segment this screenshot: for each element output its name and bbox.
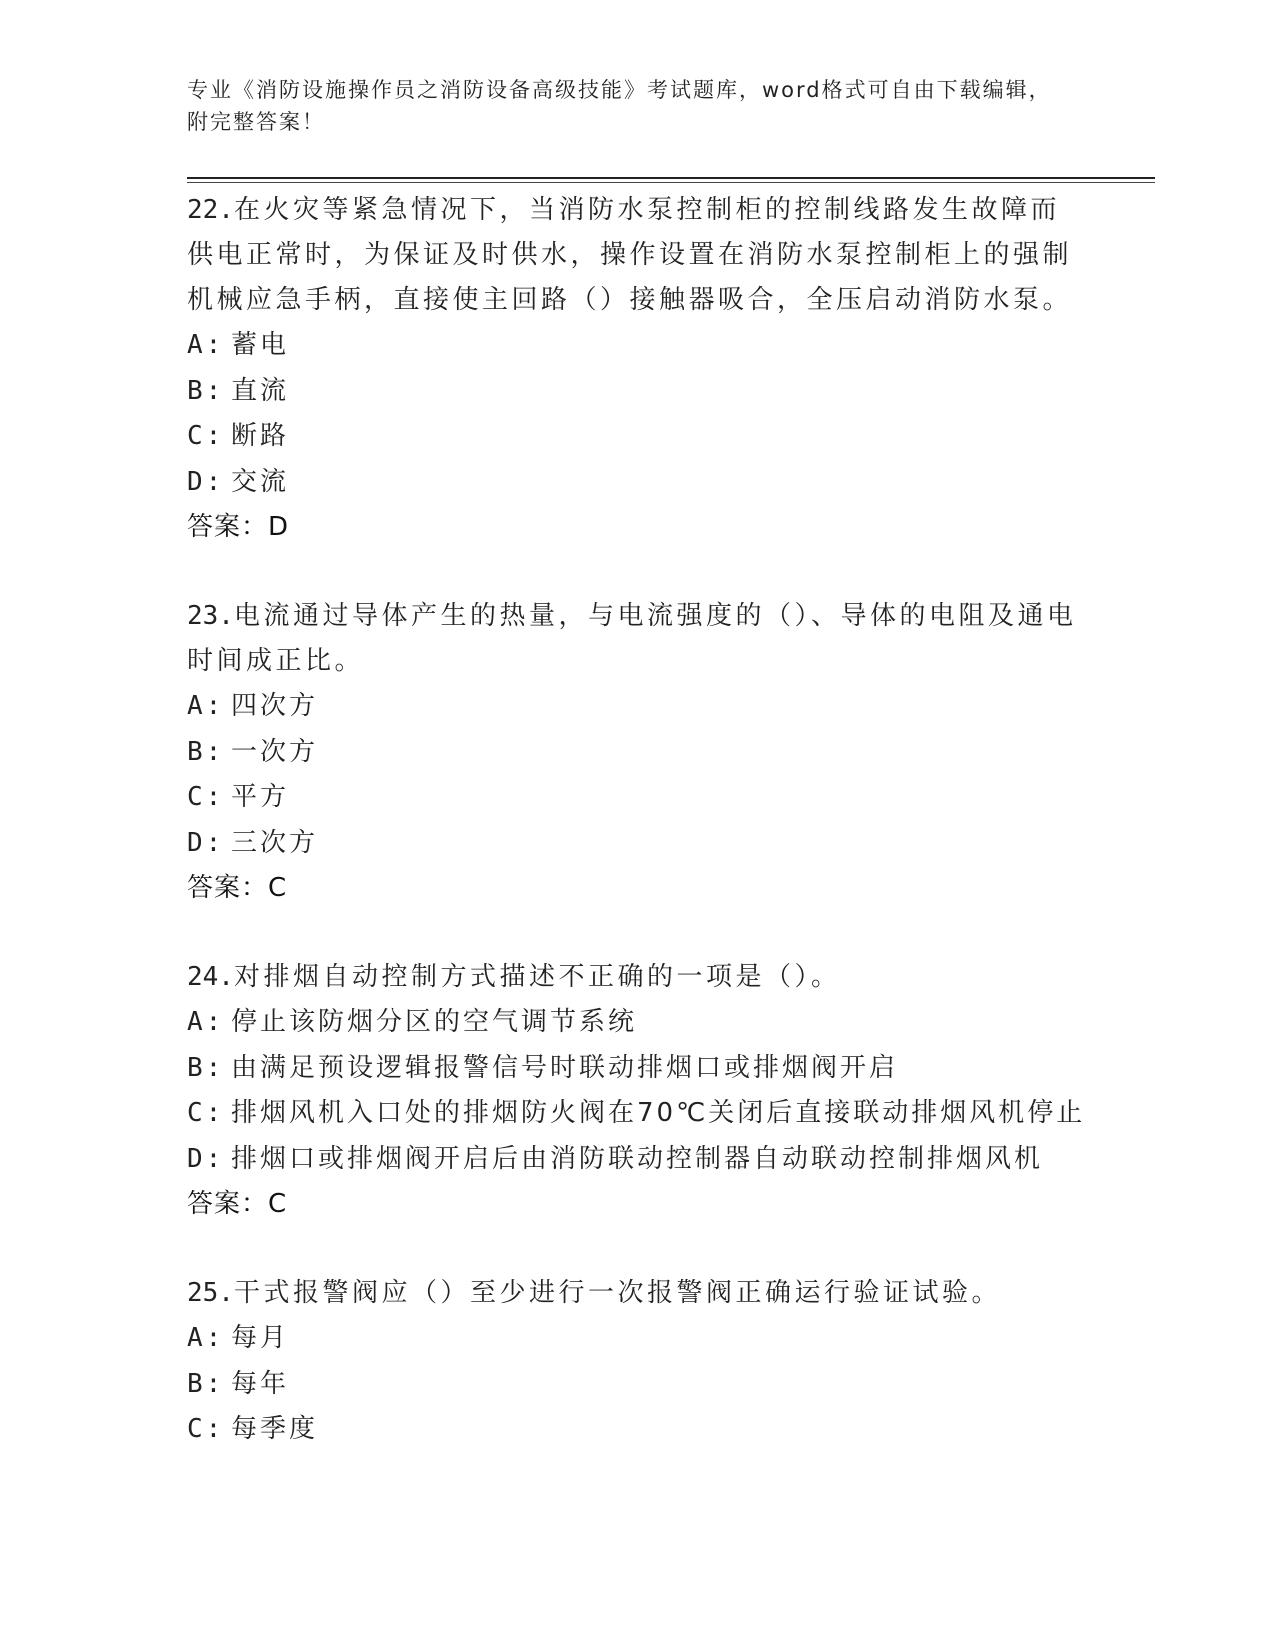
option-b bbox=[187, 1046, 1087, 1092]
option-letter: D: bbox=[187, 466, 225, 497]
option-text: 交流 bbox=[231, 466, 290, 497]
option-text: 直流 bbox=[231, 375, 290, 406]
question-22 bbox=[187, 188, 1087, 550]
header-divider-thin bbox=[187, 182, 1155, 183]
option-d bbox=[187, 1137, 1087, 1183]
option-letter: C: bbox=[187, 1098, 225, 1128]
question-text: 在火灾等紧急情况下，当消防水泵控制柜的控制线路发生故障而供电正常时，为保证及时供水，操作设置在消防水泵控制柜上的强制机械应急手柄，直接使主回路（）接触器吸合，全压启动消防水泵。 bbox=[187, 195, 1073, 315]
option-text: 排烟风机入口处的排烟防火阀在70℃关闭后直接联动排烟风机停止 bbox=[231, 1098, 1086, 1128]
option-c bbox=[187, 775, 1087, 821]
option-letter: A: bbox=[187, 1323, 225, 1353]
option-letter: B: bbox=[187, 1052, 225, 1083]
option-text: 由满足预设逻辑报警信号时联动排烟口或排烟阀开启 bbox=[231, 1052, 899, 1083]
option-text: 四次方 bbox=[231, 691, 319, 721]
option-c bbox=[187, 1091, 1087, 1137]
option-d bbox=[187, 821, 1087, 867]
question-number: 25. bbox=[187, 1278, 234, 1308]
option-letter: A: bbox=[187, 330, 225, 360]
option-letter: D: bbox=[187, 1143, 225, 1174]
question-number: 22. bbox=[187, 195, 234, 225]
option-letter: C: bbox=[187, 1414, 225, 1444]
question-number: 23. bbox=[187, 601, 234, 631]
option-letter: C: bbox=[187, 421, 225, 451]
question-stem bbox=[187, 1271, 1087, 1316]
option-text: 每季度 bbox=[231, 1414, 319, 1444]
option-letter: C: bbox=[187, 782, 225, 812]
option-text: 平方 bbox=[231, 782, 290, 812]
question-list bbox=[187, 188, 1087, 1497]
option-c bbox=[187, 414, 1087, 460]
option-b bbox=[187, 730, 1087, 776]
answer-line: 答案：D bbox=[187, 512, 290, 542]
option-a bbox=[187, 1000, 1087, 1046]
option-text: 蓄电 bbox=[231, 330, 290, 360]
option-letter: B: bbox=[187, 736, 225, 767]
option-text: 断路 bbox=[231, 421, 290, 451]
option-letter: A: bbox=[187, 1007, 225, 1037]
question-24 bbox=[187, 955, 1087, 1227]
question-stem bbox=[187, 188, 1087, 323]
option-text: 一次方 bbox=[231, 736, 319, 767]
answer-line: 答案：C bbox=[187, 1189, 288, 1219]
question-23 bbox=[187, 594, 1087, 911]
option-b bbox=[187, 1362, 1087, 1408]
option-letter: B: bbox=[187, 375, 225, 406]
option-text: 排烟口或排烟阀开启后由消防联动控制器自动联动控制排烟风机 bbox=[231, 1143, 1044, 1174]
option-letter: B: bbox=[187, 1368, 225, 1399]
question-stem bbox=[187, 594, 1087, 684]
document-header bbox=[187, 74, 1067, 138]
header-text: 专业《消防设施操作员之消防设备高级技能》考试题库，word格式可自由下载编辑，附完整答案！ bbox=[187, 78, 1052, 134]
option-letter: D: bbox=[187, 827, 225, 858]
option-b bbox=[187, 369, 1087, 415]
question-number: 24. bbox=[187, 962, 234, 992]
option-a bbox=[187, 684, 1087, 730]
option-d bbox=[187, 460, 1087, 506]
option-a bbox=[187, 1316, 1087, 1362]
question-text: 干式报警阀应（）至少进行一次报警阀正确运行验证试验。 bbox=[233, 1278, 1001, 1308]
option-text: 每月 bbox=[231, 1323, 290, 1353]
answer-line: 答案：C bbox=[187, 873, 288, 903]
question-text: 对排烟自动控制方式描述不正确的一项是（）。 bbox=[233, 962, 841, 992]
option-letter: A: bbox=[187, 691, 225, 721]
option-c bbox=[187, 1407, 1087, 1453]
option-text: 停止该防烟分区的空气调节系统 bbox=[231, 1007, 638, 1037]
question-stem bbox=[187, 955, 1087, 1000]
option-a bbox=[187, 323, 1087, 369]
header-divider-thick bbox=[187, 177, 1155, 179]
question-25 bbox=[187, 1271, 1087, 1453]
question-text: 电流通过导体产生的热量，与电流强度的（）、导体的电阻及通电时间成正比。 bbox=[187, 601, 1077, 676]
option-text: 每年 bbox=[231, 1368, 290, 1399]
option-text: 三次方 bbox=[231, 827, 319, 858]
